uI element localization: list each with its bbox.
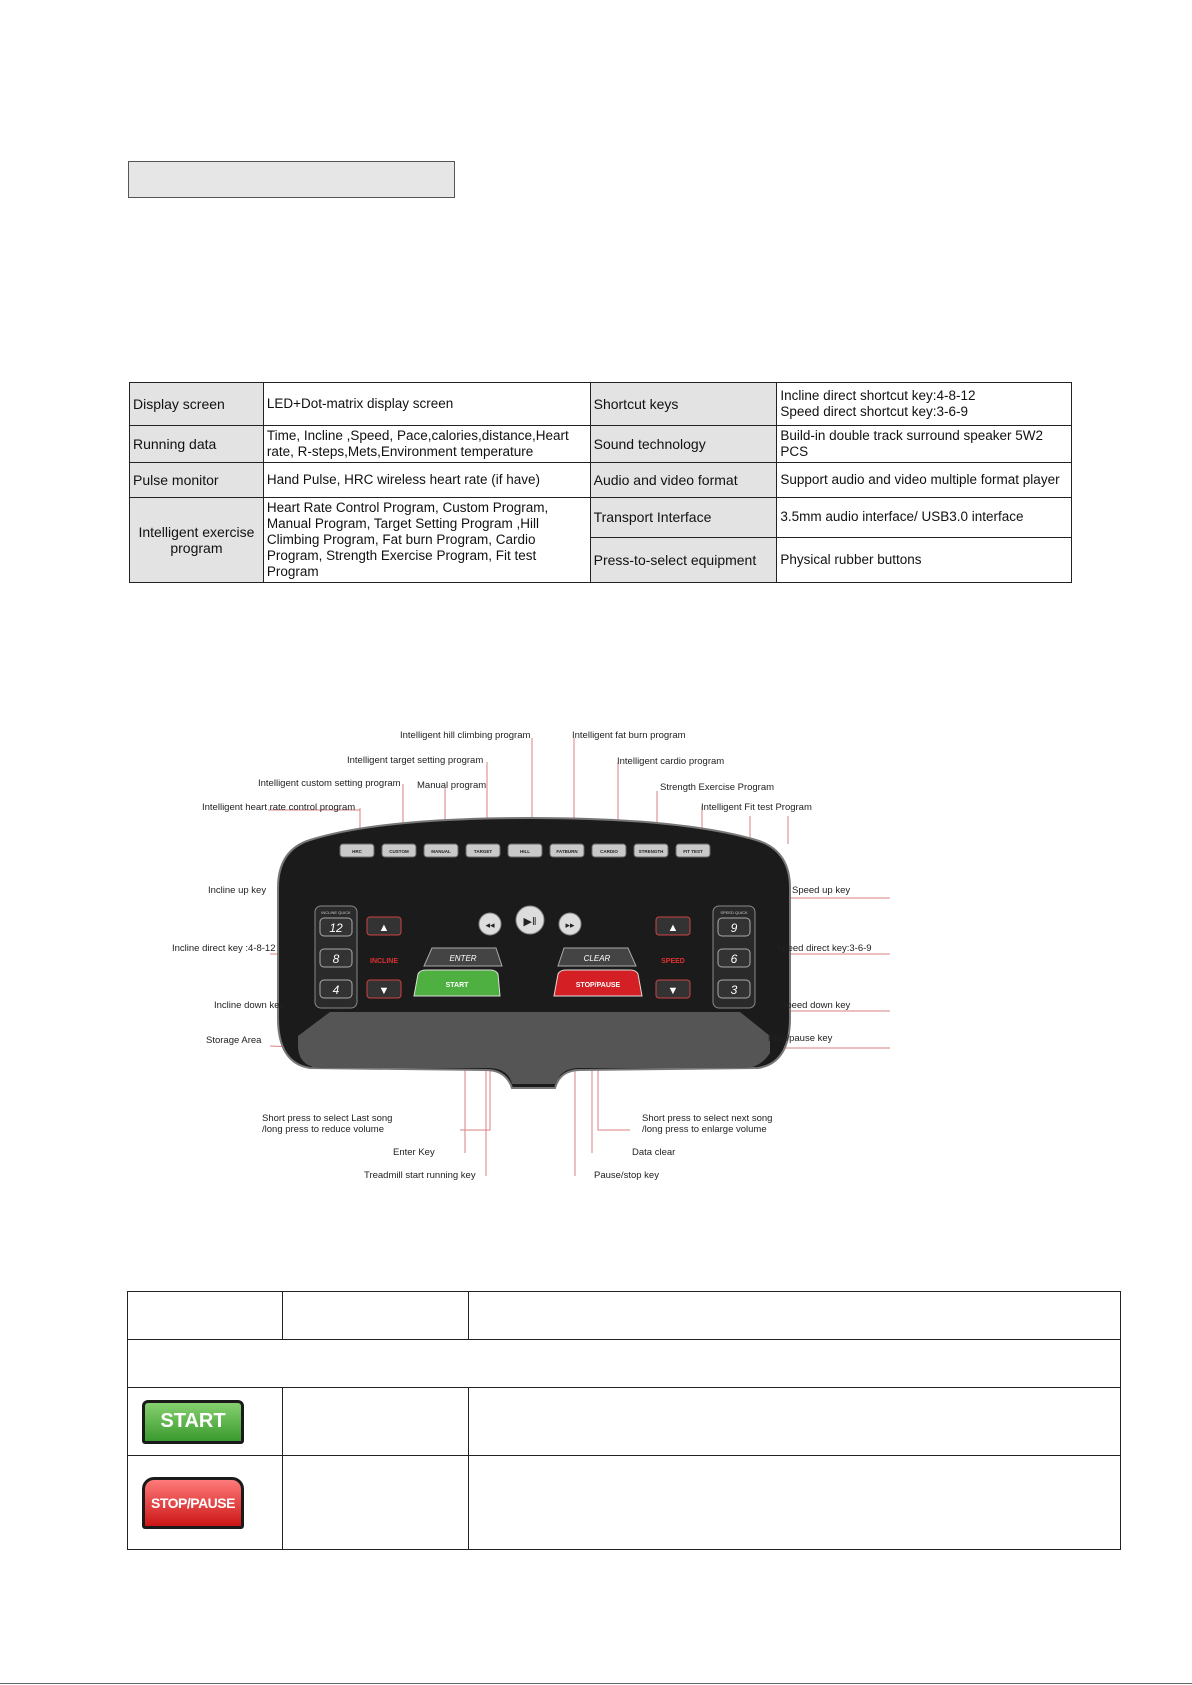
callout-target: Intelligent target setting program [347,755,484,766]
callout-next-song: Short press to select next song [642,1113,773,1124]
spec-key: Press-to-select equipment [590,537,777,582]
callout-start-key: Treadmill start running key [364,1170,476,1181]
svg-text:6: 6 [730,952,738,966]
callout-incline-direct: Incline direct key :4-8-12 [172,943,276,954]
spec-key: Running data [130,426,264,463]
svg-text:4: 4 [332,983,340,997]
spec-key: Audio and video format [590,463,777,498]
program-button-label: FATBURN [556,849,578,854]
keys-table [127,1291,1121,1550]
svg-text:ENTER: ENTER [449,954,477,963]
start-button-image: START [142,1400,244,1444]
section-title-box [128,161,455,198]
program-buttons [340,844,710,857]
table-row [130,383,1072,426]
callout-last-song: Short press to select Last song [262,1113,393,1124]
incline-controls [367,917,401,998]
svg-text:8: 8 [332,952,340,966]
callout-playpause: Play/pause key [768,1033,833,1044]
stop-pause-button-image: STOP/PAUSE [142,1477,244,1529]
spec-value: Heart Rate Control Program, Custom Program, Manual Program, Target Setting Program ,Hill Climbing Program, Fat burn Program, Cardio Program, Strength Exercise Program, Fit test Program [263,498,590,583]
callout-manual: Manual program [417,780,487,791]
spec-value: Time, Incline ,Speed, Pace,calories,distance,Heart rate, R-steps,Mets,Environment temperature [263,426,590,463]
callout-last-song-2: /long press to reduce volume [262,1124,384,1135]
svg-text:9: 9 [730,921,738,935]
callout-next-song-2: /long press to enlarge volume [642,1124,767,1135]
program-button-label: CARDIO [600,849,618,854]
table-row [128,1292,1121,1340]
svg-text:3: 3 [730,983,738,997]
spec-key: Sound technology [590,426,777,463]
spec-value: Build-in double track surround speaker 5W2 PCS [777,426,1072,463]
svg-text:CLEAR: CLEAR [583,954,611,963]
incline-quick-group [315,906,357,1008]
table-row [130,498,1072,538]
spec-key: Pulse monitor [130,463,264,498]
spec-table [129,382,1072,583]
callout-fatburn: Intelligent fat burn program [572,730,686,741]
callout-hrc: Intelligent heart rate control program [202,802,356,813]
triangle-up-icon: ▲ [378,922,390,934]
program-button-label: HILL [520,849,530,854]
console-diagram-svg [160,718,900,1193]
speed-quick-group [713,906,755,1008]
storage-area [298,1012,770,1084]
callout-custom: Intelligent custom setting program [258,778,401,789]
callout-strength: Strength Exercise Program [660,782,775,793]
table-row [130,426,1072,463]
speed-quick-title: SPEED QUICK [720,910,748,915]
console-diagram [160,718,900,1193]
callout-hill: Intelligent hill climbing program [400,730,531,741]
spec-key: Display screen [130,383,264,426]
callout-data-clear: Data clear [632,1147,676,1158]
callout-speed-down: Speed down key [780,1000,851,1011]
svg-text:STOP/PAUSE: STOP/PAUSE [575,982,621,989]
table-row [128,1456,1121,1550]
callout-incline-down: Incline down key [214,1000,285,1011]
callout-speed-up: Speed up key [792,885,851,896]
next-icon: ▸▸ [565,920,575,930]
callout-cardio: Intelligent cardio program [617,756,725,767]
callout-incline-up: Incline up key [208,885,267,896]
program-button-label: HRC [352,849,362,854]
program-button-label: FIT TEST [683,849,703,854]
spec-key: Intelligent exercise program [130,498,264,583]
spec-key: Transport Interface [590,498,777,538]
callout-fittest: Intelligent Fit test Program [701,802,812,813]
incline-label: INCLINE [370,958,398,965]
spec-value: Physical rubber buttons [777,537,1072,582]
triangle-down-icon: ▼ [378,985,390,997]
spec-value: Support audio and video multiple format player [777,463,1072,498]
spec-value: LED+Dot-matrix display screen [263,383,590,426]
callout-speed-direct: Speed direct key:3-6-9 [776,943,872,954]
table-row [130,463,1072,498]
program-button-label: MANUAL [431,849,451,854]
callout-enter: Enter Key [393,1147,435,1158]
program-button-label: CUSTOM [389,849,409,854]
svg-text:12: 12 [329,921,343,935]
spec-value: Incline direct shortcut key:4-8-12 Speed direct shortcut key:3-6-9 [777,383,1072,426]
callout-storage: Storage Area [206,1035,262,1046]
play-pause-icon: ▶‖ [523,916,537,928]
table-row [128,1388,1121,1456]
speed-label: SPEED [661,958,685,965]
triangle-up-icon: ▲ [667,922,679,934]
spec-value: 3.5mm audio interface/ USB3.0 interface [777,498,1072,538]
svg-text:START: START [445,982,469,989]
table-row [128,1340,1121,1388]
spec-value: Hand Pulse, HRC wireless heart rate (if have) [263,463,590,498]
spec-key: Shortcut keys [590,383,777,426]
incline-quick-title: INCLINE QUICK [321,910,351,915]
program-button-label: STRENGTH [638,849,664,854]
footer-rule [0,1683,1192,1684]
previous-icon: ◂◂ [485,920,495,930]
program-button-label: TARGET [473,849,493,854]
triangle-down-icon: ▼ [667,985,679,997]
callout-pause-stop: Pause/stop key [594,1170,659,1181]
